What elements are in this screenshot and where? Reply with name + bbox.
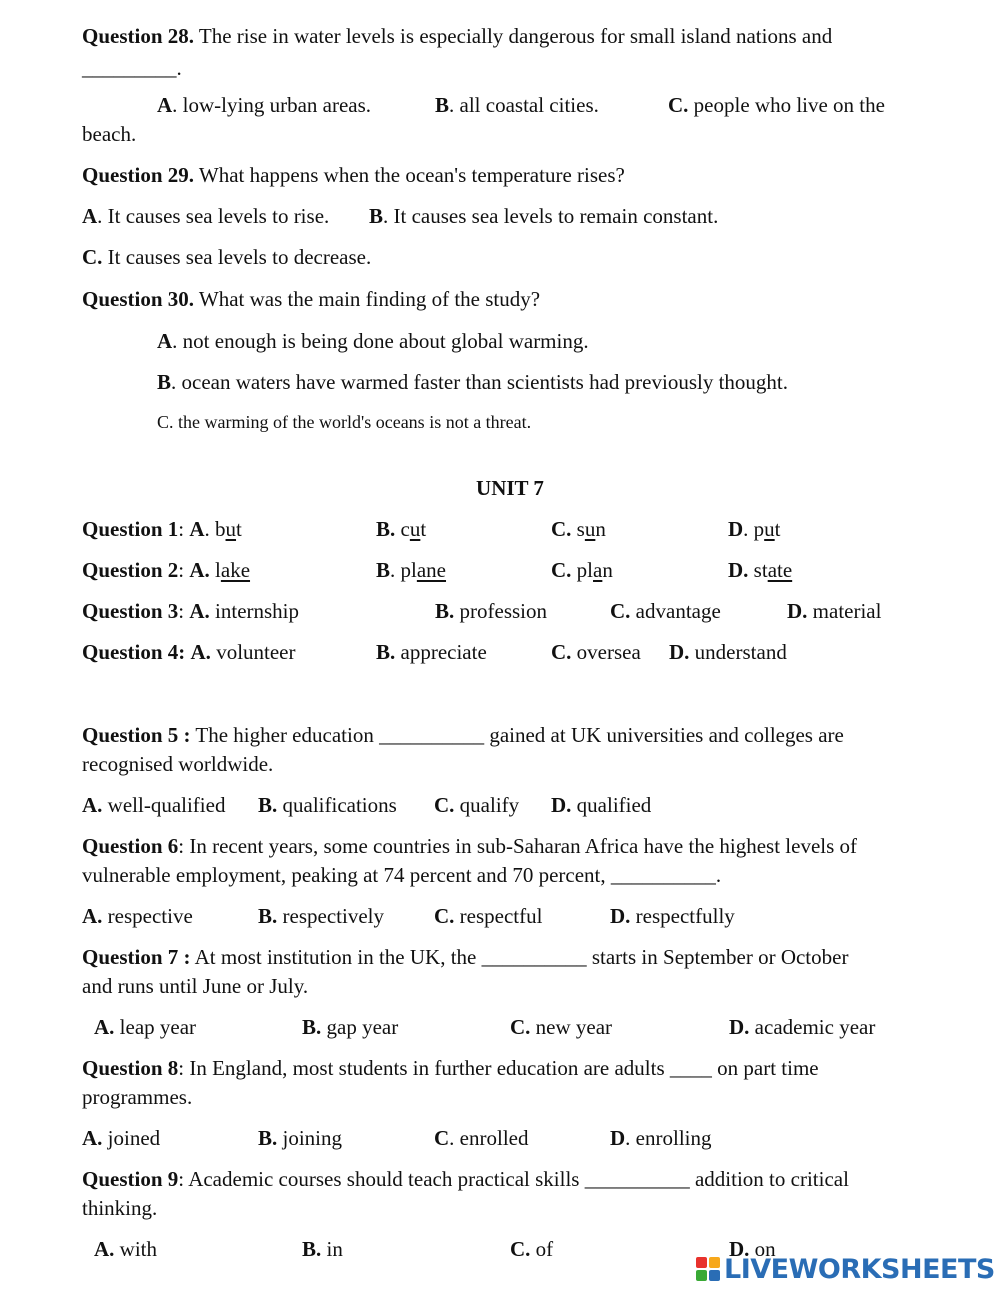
liveworksheets-watermark bbox=[696, 1252, 996, 1288]
logo-square-blue bbox=[709, 1270, 720, 1281]
question-30-option-b: B. ocean waters have warmed faster than scientists had previously thought. bbox=[157, 370, 788, 394]
logo-square-red bbox=[696, 1257, 707, 1268]
question-4-option-b: B. appreciate bbox=[376, 640, 487, 664]
question-9-option-d: D. on bbox=[729, 1237, 776, 1261]
question-2-label: Question 2: A. lake bbox=[82, 558, 251, 582]
question-6-option-d: D. respectfully bbox=[610, 904, 735, 928]
question-5-option-c: C. qualify bbox=[434, 793, 520, 817]
question-6-stem-continued: vulnerable employment, peaking at 74 percent and 70 percent, __________. bbox=[82, 863, 722, 887]
question-9-option-b: B. in bbox=[302, 1237, 343, 1261]
question-8-option-a: A. joined bbox=[82, 1126, 161, 1150]
logo-square-green bbox=[696, 1270, 707, 1281]
question-28-option-c-continued: beach. bbox=[82, 122, 137, 146]
question-9-option-a: A. with bbox=[94, 1237, 158, 1261]
question-5-stem-continued: recognised worldwide. bbox=[82, 752, 274, 776]
question-8-stem-continued: programmes. bbox=[82, 1085, 193, 1109]
question-5-option-a: A. well-qualified bbox=[82, 793, 226, 817]
question-7-option-d: D. academic year bbox=[729, 1015, 876, 1039]
question-7-option-b: B. gap year bbox=[302, 1015, 399, 1039]
liveworksheets-logo-icon bbox=[696, 1257, 722, 1283]
question-1-option-d: D. put bbox=[728, 517, 781, 541]
question-1-option-b: B. cut bbox=[376, 517, 427, 541]
question-4-option-c: C. oversea bbox=[551, 640, 641, 664]
question-4-option-d: D. understand bbox=[669, 640, 787, 664]
question-6-option-c: C. respectful bbox=[434, 904, 543, 928]
question-3-option-b: B. profession bbox=[435, 599, 548, 623]
question-6-option-b: B. respectively bbox=[258, 904, 384, 928]
question-8-option-b: B. joining bbox=[258, 1126, 343, 1150]
question-3-label: Question 3: A. internship bbox=[82, 599, 300, 623]
question-29-option-b: B. It causes sea levels to remain constant. bbox=[369, 204, 719, 228]
question-30-option-c: C. the warming of the world's oceans is not a threat. bbox=[157, 412, 532, 432]
question-3-option-c: C. advantage bbox=[610, 599, 721, 623]
question-28-option-a: A. low-lying urban areas. bbox=[157, 93, 372, 117]
watermark-text: LIVEWORKSHEETS bbox=[724, 1254, 995, 1285]
question-29-options-ab: A. It causes sea levels to rise. bbox=[82, 204, 330, 228]
question-28-blank: _________. bbox=[82, 56, 182, 80]
question-30-stem: Question 30. What was the main finding of the study? bbox=[82, 287, 541, 311]
question-28-option-b: B. all coastal cities. bbox=[435, 93, 599, 117]
question-1-option-c: C. sun bbox=[551, 517, 606, 541]
question-28-stem: Question 28. The rise in water levels is especially dangerous for small island nations and bbox=[82, 24, 833, 48]
question-7-option-a: A. leap year bbox=[94, 1015, 197, 1039]
question-9-stem: Question 9: Academic courses should teach practical skills __________ addition to critical bbox=[82, 1167, 849, 1191]
question-6-option-a: A. respective bbox=[82, 904, 193, 928]
question-30-option-a: A. not enough is being done about global warming. bbox=[157, 329, 589, 353]
question-8-option-c: C. enrolled bbox=[434, 1126, 529, 1150]
question-8-option-d: D. enrolling bbox=[610, 1126, 712, 1150]
unit-title: UNIT 7 bbox=[476, 476, 544, 500]
question-3-option-d: D. material bbox=[787, 599, 882, 623]
question-7-stem-continued: and runs until June or July. bbox=[82, 974, 309, 998]
question-5-stem: Question 5 : The higher education __________ gained at UK universities and colleges are bbox=[82, 723, 844, 747]
question-2-option-c: C. plan bbox=[551, 558, 613, 582]
question-7-option-c: C. new year bbox=[510, 1015, 613, 1039]
question-8-stem: Question 8: In England, most students in further education are adults ____ on part time bbox=[82, 1056, 819, 1080]
question-9-option-c: C. of bbox=[510, 1237, 554, 1261]
question-5-option-d: D. qualified bbox=[551, 793, 652, 817]
question-5-option-b: B. qualifications bbox=[258, 793, 397, 817]
question-2-option-b: B. plane bbox=[376, 558, 447, 582]
logo-square-yellow bbox=[709, 1257, 720, 1268]
question-28-option-c: C. people who live on the bbox=[668, 93, 885, 117]
question-6-stem: Question 6: In recent years, some countries in sub-Saharan Africa have the highest levels of bbox=[82, 834, 858, 858]
question-2-option-d: D. state bbox=[728, 558, 793, 582]
question-9-stem-continued: thinking. bbox=[82, 1196, 158, 1220]
question-1-label: Question 1: A. but bbox=[82, 517, 242, 541]
question-7-stem: Question 7 : At most institution in the UK, the __________ starts in September or October bbox=[82, 945, 849, 969]
question-29-stem: Question 29. What happens when the ocean's temperature rises? bbox=[82, 163, 625, 187]
question-29-option-c: C. It causes sea levels to decrease. bbox=[82, 245, 372, 269]
question-4-label: Question 4: A. volunteer bbox=[82, 640, 296, 664]
